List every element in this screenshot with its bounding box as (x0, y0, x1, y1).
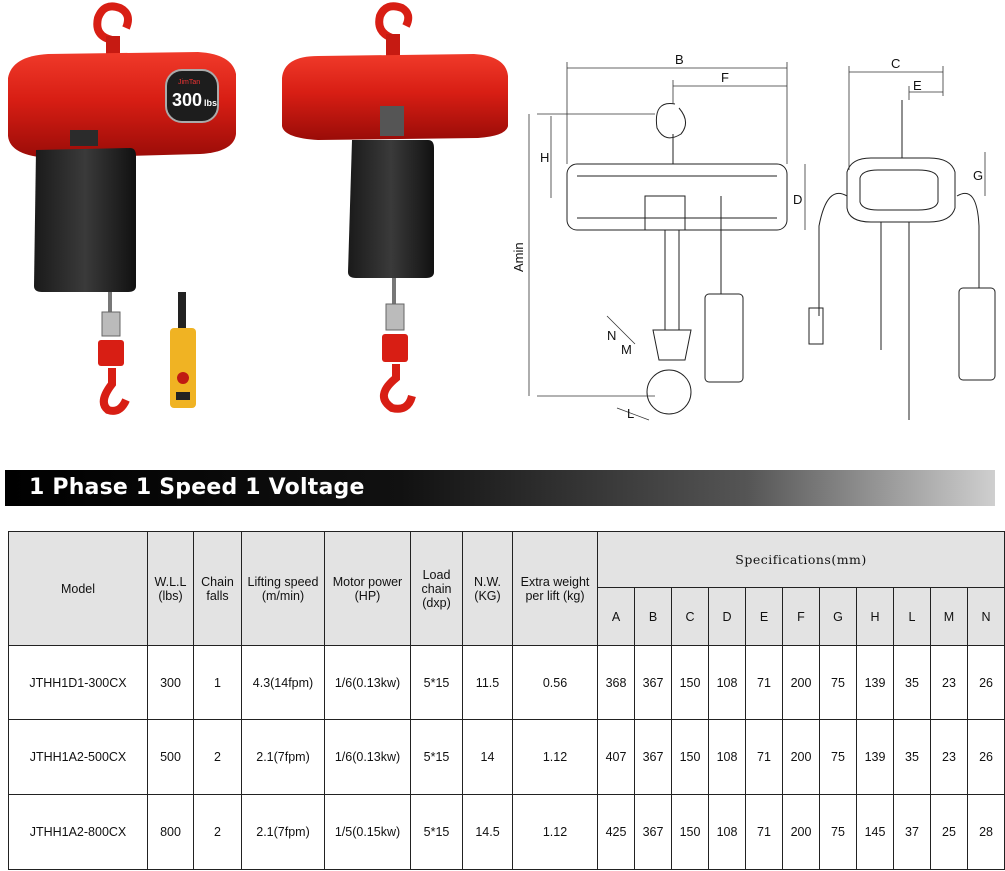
header-dim-m: M (931, 588, 968, 646)
section-title: 1 Phase 1 Speed 1 Voltage (29, 475, 365, 500)
hoist-photo-illustration (0, 0, 540, 420)
header-dim-f: F (783, 588, 820, 646)
cell-dim-a: 425 (598, 795, 635, 870)
cell-dim-e: 71 (746, 720, 783, 795)
header-lifting-speed: Lifting speed (m/min) (242, 532, 325, 646)
header-dim-l: L (894, 588, 931, 646)
cell-chain: 5*15 (411, 646, 463, 720)
cell-dim-g: 75 (820, 720, 857, 795)
hoist-front-view (8, 6, 236, 411)
header-load-chain: Load chain (dxp) (411, 532, 463, 646)
header-dim-d: D (709, 588, 746, 646)
cell-dim-g: 75 (820, 646, 857, 720)
cell-dim-m: 25 (931, 795, 968, 870)
cell-wll: 800 (148, 795, 194, 870)
cell-model: JTHH1A2-800CX (9, 795, 148, 870)
cell-power: 1/6(0.13kw) (325, 720, 411, 795)
header-extra-weight: Extra weight per lift (kg) (513, 532, 598, 646)
cell-dim-c: 150 (672, 646, 709, 720)
cell-dim-e: 71 (746, 646, 783, 720)
header-nw: N.W. (KG) (463, 532, 513, 646)
cell-dim-b: 367 (635, 795, 672, 870)
header-specifications: Specifications(mm) (598, 532, 1005, 588)
table-row (9, 795, 1005, 870)
cell-extra: 1.12 (513, 795, 598, 870)
cell-dim-f: 200 (783, 795, 820, 870)
cell-dim-l: 37 (894, 795, 931, 870)
table-row (9, 720, 1005, 795)
dim-label-a: Amin (511, 242, 526, 272)
dim-label-d: D (793, 192, 803, 207)
cell-dim-f: 200 (783, 720, 820, 795)
cell-nw: 14.5 (463, 795, 513, 870)
cell-dim-h: 145 (857, 795, 894, 870)
cell-wll: 300 (148, 646, 194, 720)
cell-nw: 11.5 (463, 646, 513, 720)
header-chain-falls: Chain falls (194, 532, 242, 646)
dim-label-f: F (721, 70, 729, 85)
cell-dim-f: 200 (783, 646, 820, 720)
cell-nw: 14 (463, 720, 513, 795)
cell-dim-h: 139 (857, 646, 894, 720)
dim-label-b: B (675, 52, 684, 67)
cell-dim-b: 367 (635, 646, 672, 720)
header-dim-a: A (598, 588, 635, 646)
cell-dim-a: 368 (598, 646, 635, 720)
cell-model: JTHH1A2-500CX (9, 720, 148, 795)
dim-label-m: M (621, 342, 632, 357)
spec-table (8, 531, 1005, 870)
cell-dim-d: 108 (709, 795, 746, 870)
hoist-side-view (282, 6, 508, 409)
cell-dim-c: 150 (672, 720, 709, 795)
cell-chain: 5*15 (411, 720, 463, 795)
dim-label-l: L (627, 406, 635, 421)
cell-dim-d: 108 (709, 646, 746, 720)
cell-speed: 2.1(7fpm) (242, 720, 325, 795)
cell-wll: 500 (148, 720, 194, 795)
cell-falls: 2 (194, 720, 242, 795)
brand-badge-text: JimTan (178, 79, 201, 86)
cell-dim-d: 108 (709, 720, 746, 795)
dimension-drawing-svg (511, 0, 1000, 440)
cell-dim-b: 367 (635, 720, 672, 795)
cell-dim-c: 150 (672, 795, 709, 870)
table-row (9, 646, 1005, 720)
cell-dim-m: 23 (931, 720, 968, 795)
cell-dim-n: 26 (968, 720, 1005, 795)
cell-dim-a: 407 (598, 720, 635, 795)
dim-label-g: G (973, 168, 984, 183)
capacity-badge-number: 300 (172, 90, 203, 110)
dim-label-h: H (540, 150, 550, 165)
section-banner (5, 470, 995, 506)
cell-dim-g: 75 (820, 795, 857, 870)
cell-model: JTHH1D1-300CX (9, 646, 148, 720)
dim-label-c: C (891, 56, 901, 71)
cell-dim-n: 26 (968, 646, 1005, 720)
dim-label-e: E (913, 78, 922, 93)
cell-dim-m: 23 (931, 646, 968, 720)
cell-falls: 2 (194, 795, 242, 870)
cell-falls: 1 (194, 646, 242, 720)
cell-dim-e: 71 (746, 795, 783, 870)
cell-dim-l: 35 (894, 646, 931, 720)
header-model: Model (9, 532, 148, 646)
cell-extra: 1.12 (513, 720, 598, 795)
header-dim-n: N (968, 588, 1005, 646)
header-dim-c: C (672, 588, 709, 646)
cell-speed: 2.1(7fpm) (242, 795, 325, 870)
cell-dim-n: 28 (968, 795, 1005, 870)
dim-label-n: N (607, 328, 617, 343)
dimension-drawing (511, 0, 1000, 440)
capacity-badge-unit: lbs (204, 98, 218, 108)
cell-power: 1/6(0.13kw) (325, 646, 411, 720)
cell-dim-h: 139 (857, 720, 894, 795)
cell-dim-l: 35 (894, 720, 931, 795)
cell-chain: 5*15 (411, 795, 463, 870)
header-dim-h: H (857, 588, 894, 646)
pendant-controller (170, 292, 196, 408)
cell-power: 1/5(0.15kw) (325, 795, 411, 870)
header-wll: W.L.L (lbs) (148, 532, 194, 646)
cell-speed: 4.3(14fpm) (242, 646, 325, 720)
cell-extra: 0.56 (513, 646, 598, 720)
product-photos (0, 0, 540, 420)
header-dim-e: E (746, 588, 783, 646)
header-dim-b: B (635, 588, 672, 646)
header-motor-power: Motor power (HP) (325, 532, 411, 646)
header-dim-g: G (820, 588, 857, 646)
